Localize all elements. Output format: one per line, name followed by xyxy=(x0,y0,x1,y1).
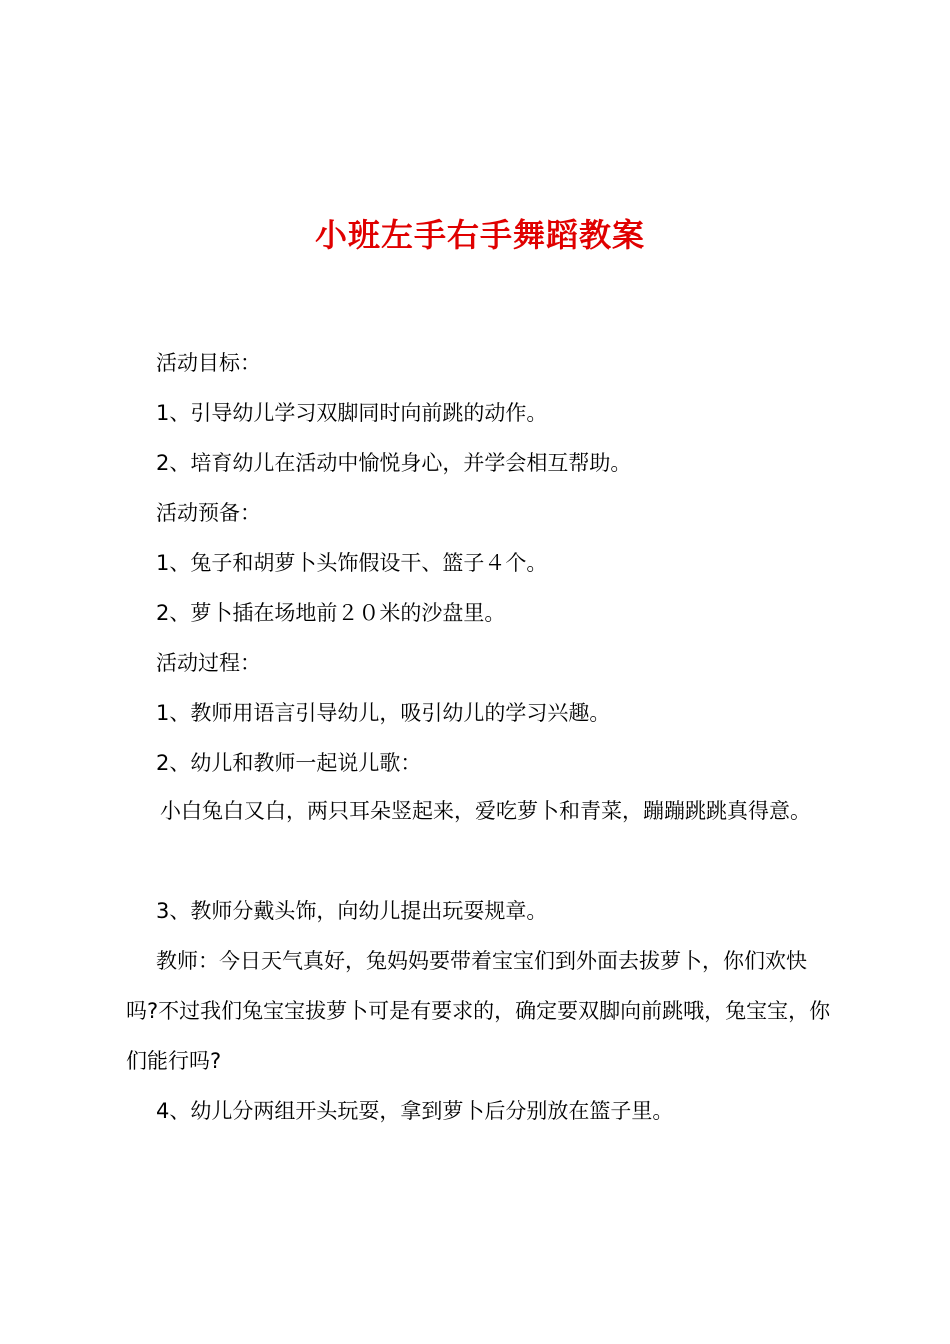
paragraph-activity-goal-heading: 活动目标： xyxy=(156,351,261,375)
paragraph-nursery-rhyme: 小白兔白又白，两只耳朵竖起来，爱吃萝卜和青菜，蹦蹦跳跳真得意。 xyxy=(160,799,811,823)
paragraph-process-2: 2、幼儿和教师一起说儿歌： xyxy=(156,751,422,775)
paragraph-process-heading: 活动过程： xyxy=(156,651,261,675)
paragraph-teacher-speech: 教师：今日天气真好，兔妈妈要带着宝宝们到外面去拔萝卜，你们欢快吗?不过我们兔宝宝拔萝卜可是有要求的，确定要双脚向前跳哦，兔宝宝，你们能行吗? xyxy=(126,949,831,1073)
paragraph-preparation-2: 2、萝卜插在场地前２０米的沙盘里。 xyxy=(156,601,506,625)
paragraph-goal-2: 2、培育幼儿在活动中愉悦身心，并学会相互帮助。 xyxy=(156,451,632,475)
paragraph-process-3: 3、教师分戴头饰，向幼儿提出玩耍规章。 xyxy=(156,899,548,923)
paragraph-preparation-1: 1、兔子和胡萝卜头饰假设干、篮子４个。 xyxy=(156,551,548,575)
paragraph-preparation-heading: 活动预备： xyxy=(156,501,261,525)
page-title: 小班左手右手舞蹈教案 xyxy=(314,216,645,254)
paragraph-process-4: 4、幼儿分两组开头玩耍，拿到萝卜后分别放在篮子里。 xyxy=(156,1099,674,1123)
paragraph-goal-1: 1、引导幼儿学习双脚同时向前跳的动作。 xyxy=(156,401,548,425)
paragraph-process-1: 1、教师用语言引导幼儿，吸引幼儿的学习兴趣。 xyxy=(156,701,611,725)
